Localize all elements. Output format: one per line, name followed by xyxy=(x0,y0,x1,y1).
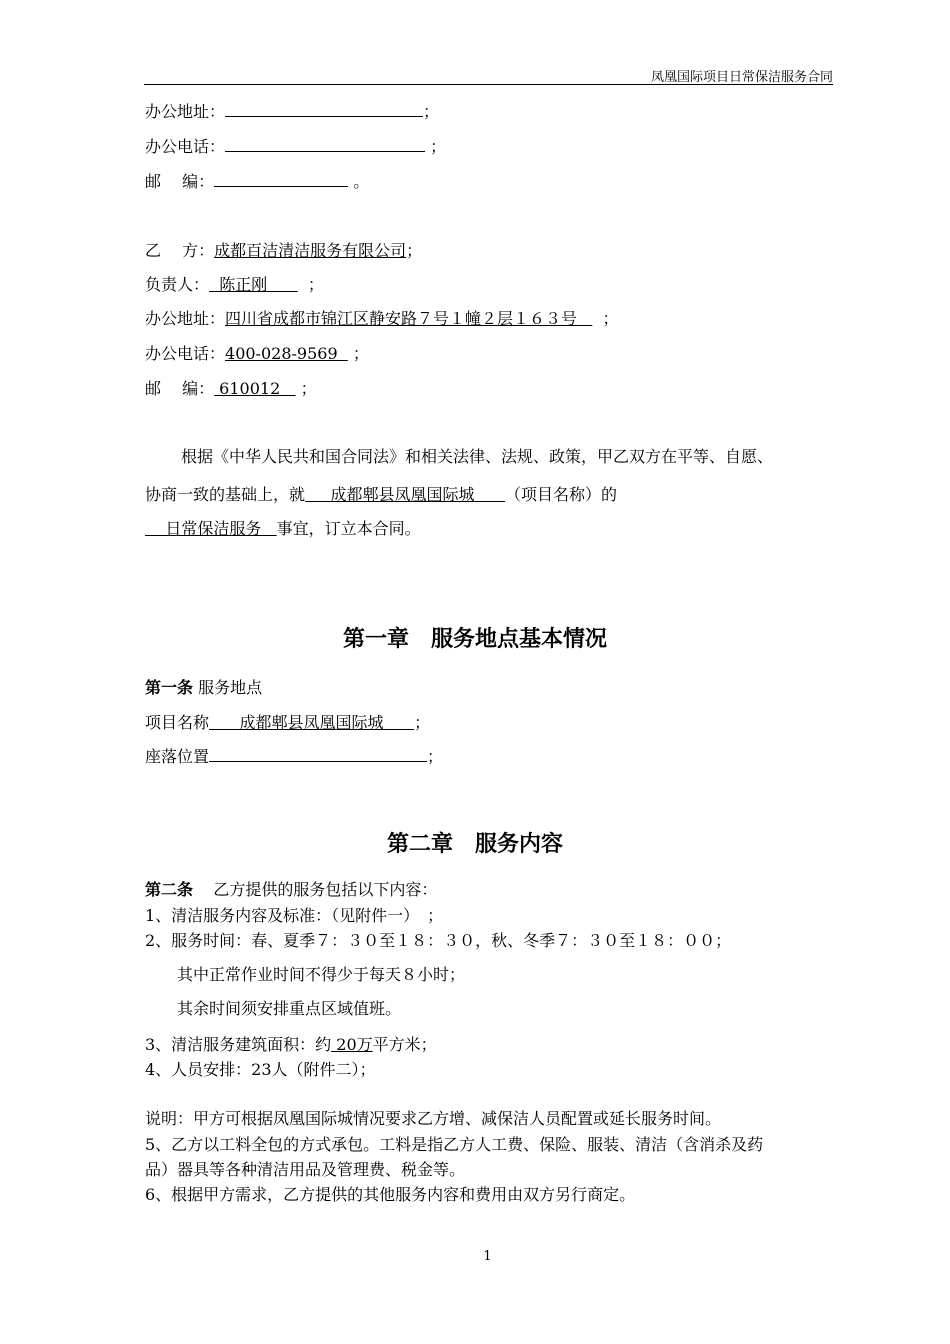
party-b-address-value: 四川省成都市锦江区静安路７号１幢２层１６３号 xyxy=(225,309,593,328)
party-b-phone-label: 办公电话： xyxy=(145,344,226,363)
article-1-label: 第一条 xyxy=(145,678,194,697)
location-line xyxy=(145,746,443,768)
project-name-label: 项目名称 xyxy=(145,713,210,732)
item-5-line-2: 品）器具等各种清洁用品及管理费、税金等。 xyxy=(145,1160,466,1179)
item-6: 6、根据甲方需求，乙方提供的其他服务内容和费用由双方另行商定。 xyxy=(145,1185,636,1204)
item-3-value: 20万 xyxy=(331,1035,373,1054)
chapter-2-title: 第二章 服务内容 xyxy=(386,832,563,857)
location-label: 座落位置 xyxy=(145,747,210,766)
item-1: 1、清洁服务内容及标准：（见附件一） ； xyxy=(145,906,444,925)
party-a-postcode-blank xyxy=(214,172,348,187)
intro-line-3-post: 事宜，订立本合同。 xyxy=(276,519,421,538)
party-b-name-line xyxy=(145,240,422,262)
note-line: 说明：甲方可根据凤凰国际城情况要求乙方增、减保洁人员配置或延长服务时间。 xyxy=(145,1109,722,1128)
location-end: ； xyxy=(427,747,444,766)
party-a-address-label: 办公地址： xyxy=(145,102,226,121)
intro-line-3 xyxy=(145,518,421,540)
item-5-line-1: 5、乙方以工料全包的方式承包。工料是指乙方人工费、保险、服装、清洁（含消杀及药 xyxy=(145,1135,764,1154)
party-a-phone-line xyxy=(145,136,446,158)
article-1-line xyxy=(145,677,262,699)
intro-line-2 xyxy=(145,484,617,506)
party-b-person-line xyxy=(145,274,324,296)
page-number: 1 xyxy=(483,1249,492,1264)
party-a-postcode-label: 邮 编： xyxy=(145,172,215,191)
party-b-postcode-line xyxy=(145,378,317,400)
party-b-phone-value: 400-028-9569 xyxy=(225,344,348,363)
intro-line-2-pre: 协商一致的基础上，就 xyxy=(145,485,306,504)
item-4: 4、人员安排：23人（附件二）； xyxy=(145,1060,376,1079)
project-name-value: 成都郫县凤凰国际城 xyxy=(209,713,415,732)
party-a-postcode-end: 。 xyxy=(353,172,370,191)
project-name-end: ； xyxy=(414,713,431,732)
item-2-sub-1: 其中正常作业时间不得少于每天８小时； xyxy=(177,965,466,984)
item-2-sub-2: 其余时间须安排重点区域值班。 xyxy=(177,999,402,1018)
party-a-address-line xyxy=(145,101,439,123)
article-2-text: 乙方提供的服务包括以下内容： xyxy=(193,880,438,899)
party-b-postcode-label: 邮 编： xyxy=(145,379,215,398)
article-2-label: 第二条 xyxy=(145,880,194,899)
party-b-address-end: ； xyxy=(602,309,619,328)
item-2: 2、服务时间：春、夏季７：３０至１８：３０，秋、冬季７：３０至１８：００； xyxy=(145,931,732,950)
party-a-phone-end: ； xyxy=(430,137,447,156)
chapter-1-title: 第一章 服务地点基本情况 xyxy=(342,627,607,652)
party-b-postcode-value: 610012 xyxy=(214,379,296,398)
party-b-phone-line xyxy=(145,343,369,365)
item-3-pre: 3、清洁服务建筑面积：约 xyxy=(145,1035,332,1054)
header-rule xyxy=(144,84,833,85)
party-a-address-end: ； xyxy=(423,102,440,121)
party-b-name-value: 成都百洁清洁服务有限公司 xyxy=(214,241,407,260)
party-b-address-label: 办公地址： xyxy=(145,309,226,328)
intro-service-name: 日常保洁服务 xyxy=(145,519,277,538)
intro-project-name: 成都郫县凤凰国际城 xyxy=(305,485,505,504)
intro-line-2-post: （项目名称）的 xyxy=(504,485,617,504)
party-b-address-line xyxy=(145,308,618,330)
party-a-address-blank xyxy=(225,102,423,117)
party-b-person-label: 负责人： xyxy=(145,275,210,294)
project-name-line xyxy=(145,712,430,734)
item-3 xyxy=(145,1034,437,1056)
party-b-phone-end: ； xyxy=(352,344,369,363)
party-a-postcode-line xyxy=(145,171,369,193)
item-3-post: 平方米； xyxy=(372,1035,437,1054)
party-b-postcode-end: ； xyxy=(300,379,317,398)
party-b-name-label: 乙 方： xyxy=(145,241,215,260)
intro-line-1: 根据《中华人民共和国合同法》和相关法律、法规、政策，甲乙双方在平等、自愿、 xyxy=(181,447,774,466)
party-a-phone-blank xyxy=(225,137,425,152)
article-1-text: 服务地点 xyxy=(193,678,263,697)
running-header: 凤凰国际项目日常保洁服务合同 xyxy=(650,70,833,85)
article-2-line xyxy=(145,879,437,901)
party-a-phone-label: 办公电话： xyxy=(145,137,226,156)
party-b-person-value: 陈正刚 xyxy=(209,275,298,294)
location-blank xyxy=(209,747,427,762)
party-b-name-end: ； xyxy=(406,241,423,260)
party-b-person-end: ； xyxy=(307,275,324,294)
